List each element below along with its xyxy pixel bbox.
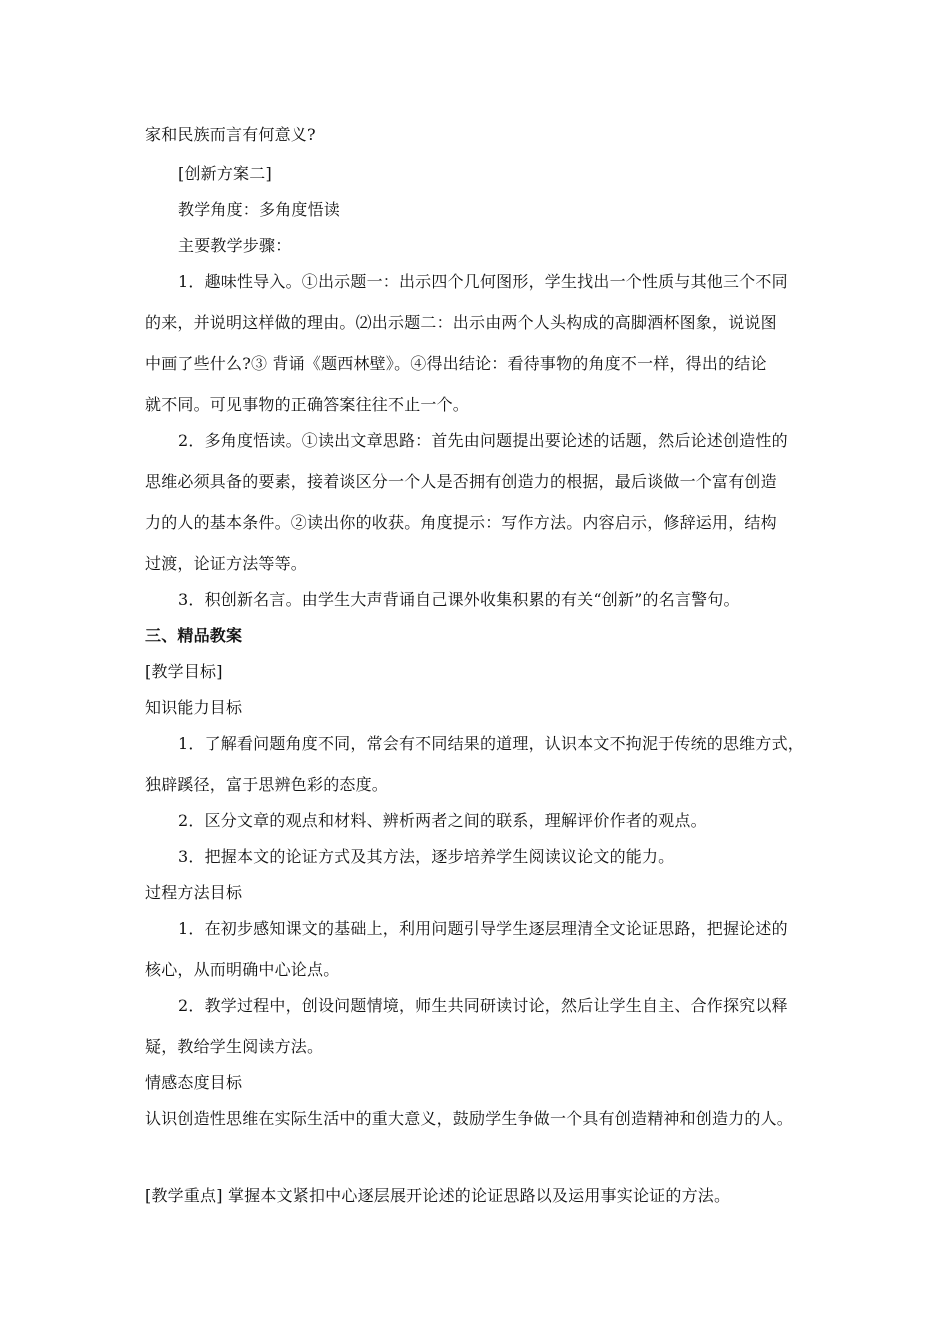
text-line: 独辟蹊径，富于思辨色彩的态度。: [145, 775, 389, 794]
list-item: 3．把握本文的论证方式及其方法，逐步培养学生阅读议论文的能力。: [178, 847, 675, 866]
section-heading: 三、精品教案: [145, 626, 243, 645]
text-line: 疑，教给学生阅读方法。: [145, 1037, 324, 1056]
subheading: 知识能力目标: [145, 698, 243, 717]
section-label: [教学目标]: [145, 662, 223, 681]
list-item: 1．在初步感知课文的基础上，利用问题引导学生逐层理清全文论证思路，把握论述的: [178, 919, 788, 938]
list-item: 3．积创新名言。由学生大声背诵自己课外收集积累的有关“创新”的名言警句。: [178, 590, 740, 609]
text-line: 思维必须具备的要素，接着谈区分一个人是否拥有创造力的根据，最后谈做一个富有创造: [145, 472, 777, 491]
section-label: [创新方案二]: [178, 164, 272, 183]
list-item: 1．了解看问题角度不同，常会有不同结果的道理，认识本文不拘泥于传统的思维方式，: [178, 734, 804, 753]
text-line: 家和民族而言有何意义?: [145, 125, 316, 144]
text-line: 主要教学步骤：: [178, 236, 292, 255]
subheading: 情感态度目标: [145, 1073, 243, 1092]
list-item: 1．趣味性导入。①出示题一：出示四个几何图形，学生找出一个性质与其他三个不同: [178, 272, 788, 291]
text-line: 就不同。可见事物的正确答案往往不止一个。: [145, 395, 470, 414]
text-line: 认识创造性思维在实际生活中的重大意义，鼓励学生争做一个具有创造精神和创造力的人。: [145, 1109, 794, 1128]
text-line: [教学重点] 掌握本文紧扣中心逐层展开论述的论证思路以及运用事实论证的方法。: [145, 1186, 731, 1205]
text-line: 力的人的基本条件。②读出你的收获。角度提示：写作方法。内容启示，修辞运用，结构: [145, 513, 777, 532]
text-line: 中画了些什么?③ 背诵《题西林壁》。④得出结论：看待事物的角度不一样，得出的结论: [145, 354, 767, 373]
list-item: 2．教学过程中，创设问题情境，师生共同研读讨论，然后让学生自主、合作探究以释: [178, 996, 788, 1015]
list-item: 2．区分文章的观点和材料、辨析两者之间的联系，理解评价作者的观点。: [178, 811, 707, 830]
text-line: 过渡，论证方法等等。: [145, 554, 308, 573]
text-line: 教学角度：多角度悟读: [178, 200, 341, 219]
subheading: 过程方法目标: [145, 883, 243, 902]
text-line: 的来，并说明这样做的理由。⑵出示题二：出示由两个人头构成的高脚酒杯图象，说说图: [145, 313, 777, 332]
text-line: 核心，从而明确中心论点。: [145, 960, 340, 979]
list-item: 2．多角度悟读。①读出文章思路：首先由问题提出要论述的话题，然后论述创造性的: [178, 431, 788, 450]
